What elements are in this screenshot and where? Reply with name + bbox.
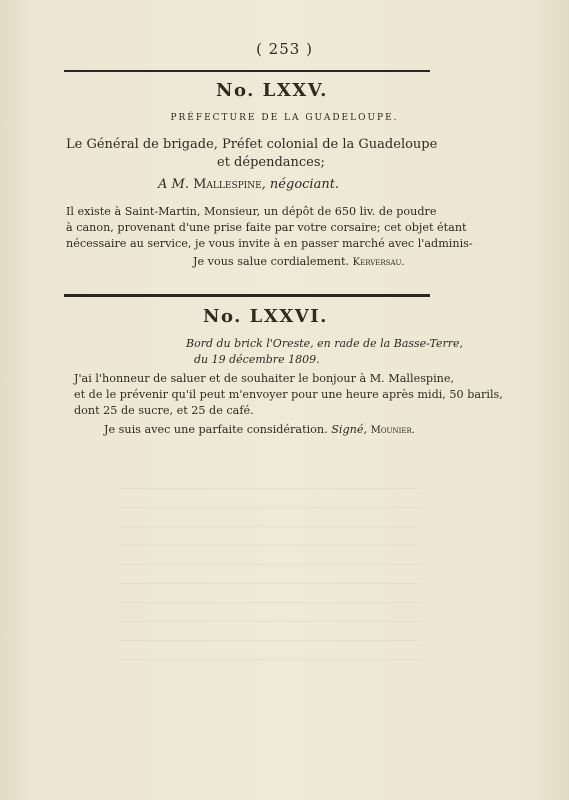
bleed-through-texture (120, 470, 420, 660)
letter-75-signer: Kerversau. (352, 257, 405, 268)
letter-75-line-2: à canon, provenant d'une prise faite par votre corsaire; cet objet étant (66, 221, 467, 234)
letter-75-line-1: Il existe à Saint-Martin, Monsieur, un dépôt de 650 liv. de poudre (66, 205, 437, 218)
letter-76-line-1: J'ai l'honneur de saluer et de souhaiter le bonjour à M. Mallespine, (74, 372, 455, 385)
title-line-1: Le Général de brigade, Préfet colonial de la Guadeloupe (66, 137, 438, 152)
letter-76-signer: Mounier. (370, 425, 415, 436)
letter-75-closing: Je vous salue cordialement. (193, 255, 350, 268)
top-rule (64, 70, 430, 72)
addressee-suffix: , négociant. (261, 177, 340, 192)
prefecture-heading: PRÉFECTURE DE LA GUADELOUPE. (170, 113, 399, 123)
addressee-line (158, 177, 339, 192)
letter-76-place-line-2: du 19 décembre 1809. (194, 353, 320, 366)
document-heading-75: No. LXXV. (216, 80, 328, 101)
letter-76-closing: Je suis avec une parfaite considération. (104, 423, 328, 436)
title-line-2: et dépendances; (217, 155, 325, 170)
letter-76-line-3: dont 25 de sucre, et 25 de café. (74, 404, 254, 417)
letter-75-signature (193, 255, 405, 268)
addressee-prefix: A M. (158, 177, 189, 192)
letter-76-line-2: et de le prévenir qu'il peut m'envoyer pour une heure après midi, 50 barils, (74, 388, 503, 401)
document-heading-76: No. LXXVI. (203, 306, 328, 327)
letter-76-place-line-1: Bord du brick l'Oreste, en rade de la Basse-Terre, (186, 337, 464, 350)
letter-75-line-3: nécessaire au service, je vous invite à en passer marché avec l'adminis- (66, 237, 473, 250)
letter-76-signature (104, 423, 415, 436)
addressee-name: Mallespine (193, 177, 262, 192)
letter-76-signed-label: Signé, (331, 423, 368, 436)
page-number: ( 253 ) (256, 40, 313, 58)
separator-rule (64, 294, 430, 297)
